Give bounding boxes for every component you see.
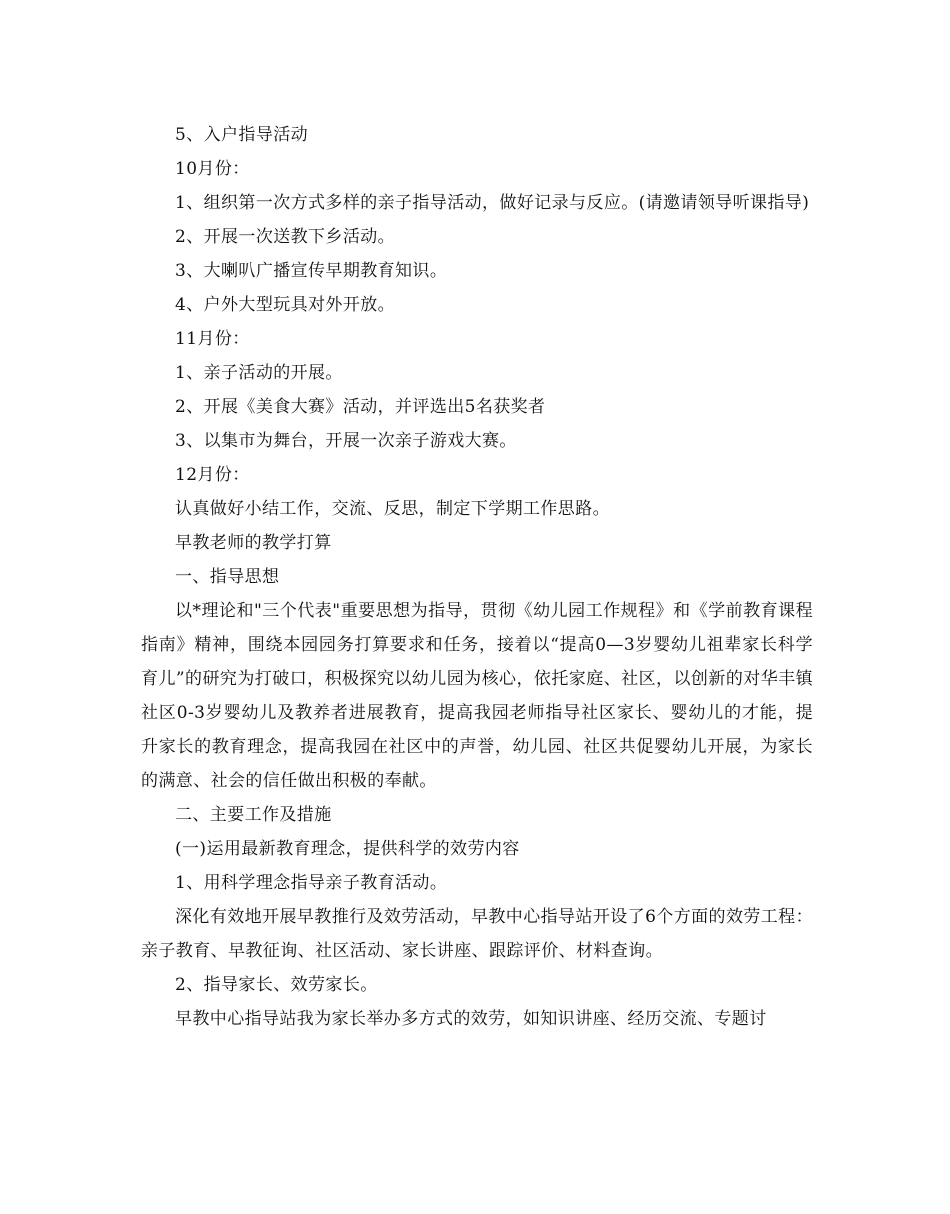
- paragraph-november-item-1: 1、亲子活动的开展。: [175, 363, 343, 383]
- document-body: [141, 118, 813, 1036]
- paragraph-october-item-2: 2、开展一次送教下乡活动。: [175, 227, 396, 247]
- paragraph-guiding-ideology: 以*理论和"三个代表"重要思想为指导，贯彻《幼儿园工作规程》和《学前教育课程指南》精神，围绕本园园务打算要求和任务，接着以“提高0—3岁婴幼儿祖辈家长科学育儿”的研究为打破口，积极探究以幼儿园为核心，依托家庭、社区，以创新的对华丰镇社区0-3岁婴幼儿及教养者进展教育，提高我园老师指导社区家长、婴幼儿的才能，提升家长的教育理念，提高我园在社区中的声誉，幼儿园、社区共促婴幼儿开展，为家长的满意、社会的信任做出积极的奉献。: [141, 601, 813, 791]
- paragraph-parent-services: 早教中心指导站我为家长举办多方式的效劳，如知识讲座、经历交流、专题讨: [175, 1009, 767, 1029]
- paragraph-november-item-3: 3、以集市为舞台，开展一次亲子游戏大赛。: [175, 431, 517, 451]
- paragraph-main-work-item-2: 2、指导家长、效劳家长。: [175, 975, 378, 995]
- heading-main-work: 二、主要工作及措施: [175, 805, 332, 825]
- paragraph-october-heading: 10月份：: [175, 159, 250, 179]
- paragraph-october-item-3: 3、大喇叭广播宣传早期教育知识。: [175, 261, 448, 281]
- paragraph-main-work-item-1: 1、用科学理念指导亲子教育活动。: [175, 873, 448, 893]
- paragraph-october-item-1: 1、组织第一次方式多样的亲子指导活动，做好记录与反应。(请邀请领导听课指导): [175, 193, 810, 213]
- paragraph-december-item: 认真做好小结工作，交流、反思，制定下学期工作思路。: [175, 499, 610, 519]
- heading-guiding-ideology: 一、指导思想: [175, 567, 280, 587]
- subheading-education-concept: (一)运用最新教育理念，提供科学的效劳内容: [175, 839, 520, 859]
- paragraph-home-guidance: 5、入户指导活动: [175, 125, 309, 145]
- section-title-teaching-plan: 早教老师的教学打算: [175, 533, 332, 553]
- paragraph-december-heading: 12月份：: [175, 465, 250, 485]
- paragraph-november-heading: 11月份：: [175, 329, 250, 349]
- paragraph-october-item-4: 4、户外大型玩具对外开放。: [175, 295, 396, 315]
- paragraph-service-projects: 深化有效地开展早教推行及效劳活动，早教中心指导站开设了6个方面的效劳工程：亲子教育、早教征询、社区活动、家长讲座、跟踪评价、材料查询。: [141, 907, 813, 961]
- paragraph-november-item-2: 2、开展《美食大赛》活动，并评选出5名获奖者: [175, 397, 546, 417]
